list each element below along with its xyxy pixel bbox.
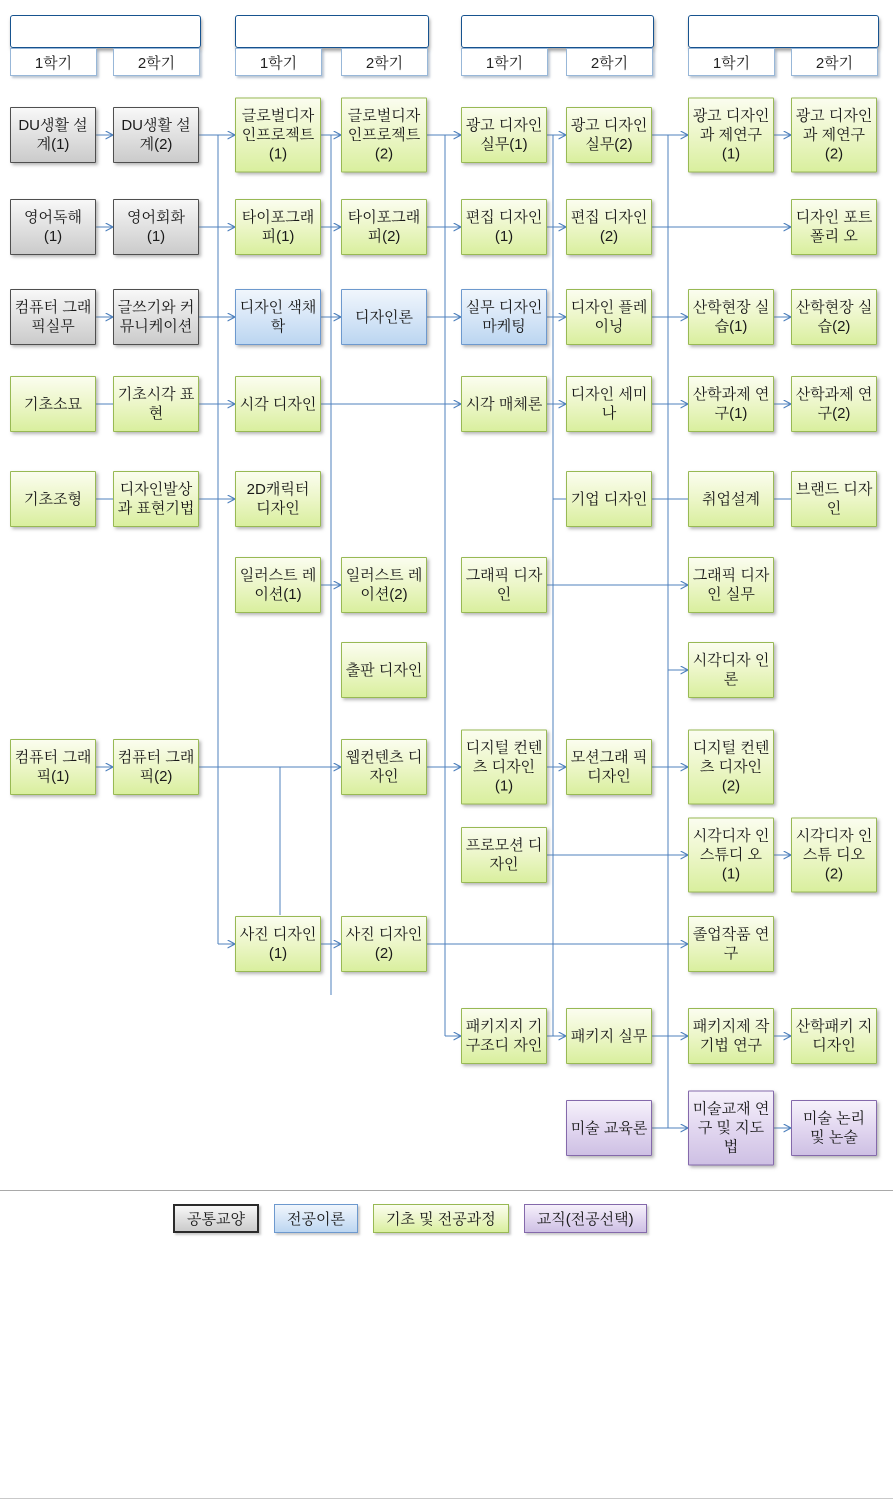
course-label: 일러스트 레이션(2) <box>345 567 423 603</box>
course-global1 <box>235 98 321 173</box>
course-label: 모션그래 픽 디자인 <box>570 749 648 785</box>
course-studio2 <box>791 818 877 893</box>
semester-tab-y4-s1: 1학기 <box>688 48 775 76</box>
course-cg1 <box>10 739 96 795</box>
course-label: 디지털 컨텐츠 디자인(2) <box>692 739 770 795</box>
course-edit2 <box>566 199 652 255</box>
course-web <box>341 739 427 795</box>
course-label: 타이포그래피(1) <box>241 209 315 245</box>
course-label: DU생활 설계(2) <box>121 117 191 153</box>
course-visual-media <box>461 376 547 432</box>
year-header-label: 2학년 <box>311 25 353 42</box>
course-label: 시각디자 인론 <box>692 652 770 688</box>
course-label: 디자인론 <box>355 308 413 326</box>
course-package-method <box>688 1008 774 1064</box>
course-cg2 <box>113 739 199 795</box>
course-label: 글쓰기와 커뮤니케이션 <box>117 299 195 335</box>
legend-item-teaching: 교직(전공선택) <box>524 1204 647 1233</box>
semester-tab-y4-s2: 2학기 <box>791 48 878 76</box>
course-label: 시각 디자인 <box>239 395 317 413</box>
course-edit1 <box>461 199 547 255</box>
course-portfolio <box>791 199 877 255</box>
legend-item-theory: 전공이론 <box>274 1204 358 1233</box>
course-grad-res <box>688 916 774 972</box>
course-photo1 <box>235 916 321 972</box>
course-label: 실무 디자인 마케팅 <box>465 299 543 335</box>
course-label: 디자인 세미나 <box>570 386 648 422</box>
course-package-struct <box>461 1008 547 1064</box>
course-label: 타이포그래피(2) <box>347 209 421 245</box>
course-label: 영어독해 (1) <box>24 209 82 245</box>
year-header-label: 4학년 <box>762 25 805 42</box>
course-visual-design <box>235 376 321 432</box>
course-label: DU생활 설계(1) <box>18 117 88 153</box>
course-label: 취업설계 <box>702 490 760 508</box>
course-career <box>688 471 774 527</box>
course-label: 산학패키 지 디자인 <box>795 1018 873 1054</box>
course-motion <box>566 739 652 795</box>
course-label: 컴퓨터 그래픽(2) <box>117 749 195 785</box>
course-label: 시각디자 인 스튜 디오(2) <box>795 827 873 883</box>
course-art-edu <box>566 1100 652 1156</box>
semester-tab-y3-s2: 2학기 <box>566 48 653 76</box>
course-du-life-2 <box>113 107 199 163</box>
course-char2d <box>235 471 321 527</box>
course-label: 패키지지 기 구조디 자인 <box>465 1018 543 1054</box>
course-design-theory <box>341 289 427 345</box>
course-digital2 <box>688 730 774 805</box>
course-cg-prac <box>10 289 96 345</box>
course-label: 컴퓨터 그래픽(1) <box>14 749 92 785</box>
course-ad1 <box>461 107 547 163</box>
course-photo2 <box>341 916 427 972</box>
legend-separator-line <box>0 1190 893 1191</box>
legend-item-ge: 공통교양 <box>173 1204 259 1233</box>
course-label: 글로벌디자인프로젝트(2) <box>347 107 421 163</box>
course-label: 영어회화 (1) <box>127 209 185 245</box>
course-label: 디지털 컨텐츠 디자인(1) <box>465 739 543 795</box>
year-header-1 <box>10 15 201 48</box>
course-label: 웹컨텐츠 디자인 <box>345 749 423 785</box>
semester-tab-y1-s1: 1학기 <box>10 48 97 76</box>
course-label: 출판 디자인 <box>345 661 423 679</box>
course-label: 디자인 색채학 <box>239 299 317 335</box>
course-label: 광고 디자인과 제연구(1) <box>692 107 770 163</box>
course-label: 기초소묘 <box>24 395 82 413</box>
course-label: 디자인 플레이닝 <box>570 299 648 335</box>
course-label: 광고 디자인 실무(2) <box>570 117 648 153</box>
semester-tab-y1-s2: 2학기 <box>113 48 200 76</box>
course-field2 <box>791 289 877 345</box>
course-field1 <box>688 289 774 345</box>
course-writing <box>113 289 199 345</box>
course-brand <box>791 471 877 527</box>
course-label: 프로모션 디자인 <box>465 837 543 873</box>
course-pub <box>341 642 427 698</box>
course-du-life-1 <box>10 107 96 163</box>
course-graphic-prac <box>688 557 774 613</box>
course-idea <box>113 471 199 527</box>
course-sketch <box>10 376 96 432</box>
semester-tab-y2-s2: 2학기 <box>341 48 428 76</box>
course-label: 기초조형 <box>24 490 82 508</box>
course-label: 산학과제 연구(2) <box>795 386 873 422</box>
course-label: 2D캐릭터 디자인 <box>246 481 310 517</box>
year-header-label: 3학년 <box>536 25 579 42</box>
course-form <box>10 471 96 527</box>
course-label: 그래픽 디자인 <box>465 567 543 603</box>
course-label: 미술 논리 및 논술 <box>802 1110 866 1146</box>
legend <box>173 1204 647 1233</box>
course-illust1 <box>235 557 321 613</box>
course-eng-read <box>10 199 96 255</box>
course-label: 브랜드 디자인 <box>795 481 873 517</box>
year-header-2 <box>235 15 429 48</box>
course-promo <box>461 827 547 883</box>
course-adv-res1 <box>688 98 774 173</box>
course-label: 패키지제 작기법 연구 <box>692 1018 770 1054</box>
course-label: 시각디자 인 스튜디 오(1) <box>692 827 770 883</box>
course-art-material <box>688 1091 774 1166</box>
course-label: 사진 디자인(1) <box>239 926 317 962</box>
course-eng-conv <box>113 199 199 255</box>
course-seminar <box>566 376 652 432</box>
course-color-study <box>235 289 321 345</box>
course-label: 일러스트 레이션(1) <box>239 567 317 603</box>
course-label: 광고 디자인과 제연구(2) <box>795 107 873 163</box>
bottom-separator-line <box>0 1498 893 1499</box>
year-header-4 <box>688 15 879 48</box>
course-typo2 <box>341 199 427 255</box>
course-label: 산학현장 실습(1) <box>692 299 770 335</box>
course-label: 산학과제 연구(1) <box>692 386 770 422</box>
course-illust2 <box>341 557 427 613</box>
course-marketing <box>461 289 547 345</box>
course-digital1 <box>461 730 547 805</box>
year-header-label: 1학년 <box>84 25 127 42</box>
course-adv-res2 <box>791 98 877 173</box>
course-ind-res2 <box>791 376 877 432</box>
semester-tab-y2-s1: 1학기 <box>235 48 322 76</box>
course-label: 산학현장 실습(2) <box>795 299 873 335</box>
course-label: 편집 디자인(1) <box>465 209 543 245</box>
course-vd-theory <box>688 642 774 698</box>
course-label: 기업 디자인 <box>570 490 648 508</box>
course-label: 컴퓨터 그래픽실무 <box>14 299 92 335</box>
course-label: 기초시각 표현 <box>117 386 195 422</box>
course-ind-res1 <box>688 376 774 432</box>
course-package-prac <box>566 1008 652 1064</box>
course-global2 <box>341 98 427 173</box>
course-ind-package <box>791 1008 877 1064</box>
course-label: 미술 교육론 <box>570 1119 648 1137</box>
course-planning <box>566 289 652 345</box>
course-label: 광고 디자인 실무(1) <box>465 117 543 153</box>
course-label: 그래픽 디자인 실무 <box>692 567 770 603</box>
legend-item-major: 기초 및 전공과정 <box>373 1204 509 1233</box>
course-label: 졸업작품 연구 <box>692 926 770 962</box>
course-label: 디자인 포트폴리 오 <box>795 209 873 245</box>
course-studio1 <box>688 818 774 893</box>
course-graphic <box>461 557 547 613</box>
course-typo1 <box>235 199 321 255</box>
course-visual-expr <box>113 376 199 432</box>
course-ad2 <box>566 107 652 163</box>
course-label: 시각 매체론 <box>465 395 543 413</box>
course-label: 디자인발상과 표현기법 <box>117 481 195 517</box>
course-art-logic <box>791 1100 877 1156</box>
semester-tab-y3-s1: 1학기 <box>461 48 548 76</box>
course-corp <box>566 471 652 527</box>
course-label: 사진 디자인(2) <box>345 926 423 962</box>
course-label: 미술교재 연구 및 지도법 <box>692 1100 770 1156</box>
course-label: 글로벌디자인프로젝트(1) <box>241 107 315 163</box>
year-header-3 <box>461 15 654 48</box>
course-label: 패키지 실무 <box>570 1027 648 1045</box>
course-label: 편집 디자인(2) <box>570 209 648 245</box>
